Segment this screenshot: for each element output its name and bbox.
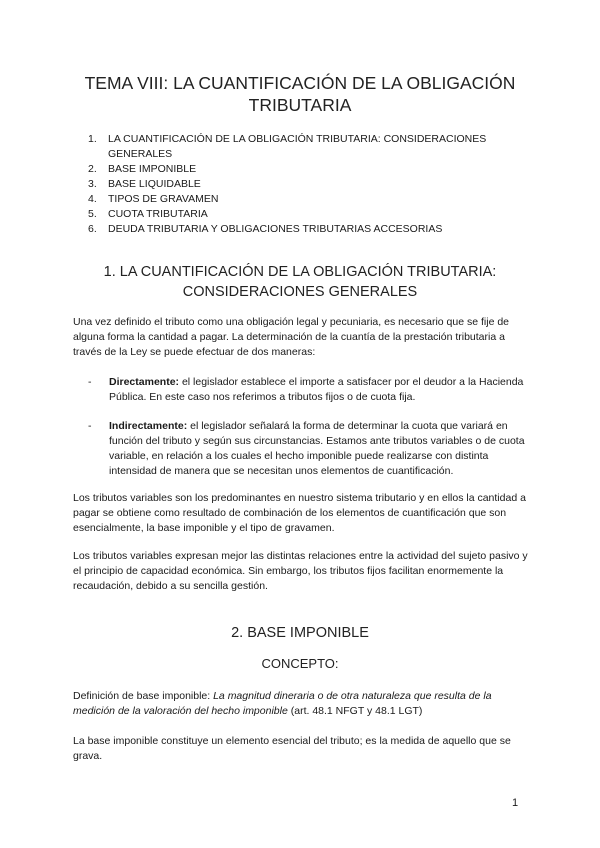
section2-heading: 2. BASE IMPONIBLE: [231, 625, 369, 641]
toc-text: DEUDA TRIBUTARIA Y OBLIGACIONES TRIBUTARIAS ACCESORIAS: [108, 223, 443, 235]
toc-text: CUOTA TRIBUTARIA: [108, 208, 208, 220]
bullet-directamente: [88, 375, 528, 405]
toc-number: 2.: [88, 163, 97, 175]
section1-para2: Los tributos variables son los predominantes en nuestro sistema tributario y en ellos la cantidad a pagar se obtiene como resultado de combinación de los elementos de cuantificación que son esencialmente, la base imponible y el tipo de gravamen.: [73, 492, 526, 534]
bullet-term: Directamente:: [109, 376, 180, 388]
toc-item: [88, 177, 528, 192]
bullet-text: el legislador señalará la forma de determinar la cuota que variará en función del tributo y según sus circunstancias. Estamos ante tributos variables o de cuota variable, en relación a los cuales el hecho imponible puede realizarse con distinta intensidad de manera que se necesitan unos elementos de cuantificación.: [109, 420, 525, 477]
toc-number: 3.: [88, 178, 97, 190]
table-of-contents: [88, 132, 528, 237]
bullet-term: Indirectamente:: [109, 420, 188, 432]
bullet-dash: -: [88, 376, 92, 388]
toc-number: 6.: [88, 223, 97, 235]
toc-text: TIPOS DE GRAVAMEN: [108, 193, 219, 205]
section2-para: La base imponible constituye un elemento esencial del tributo; es la medida de aquello que se grava.: [73, 735, 511, 762]
definition-paragraph: [73, 689, 529, 719]
toc-item: [88, 132, 528, 162]
bullet-text: el legislador establece el importe a satisfacer por el deudor a la Hacienda Pública. En este caso nos referimos a tributos fijos o de cuota fija.: [109, 376, 524, 403]
toc-item: [88, 207, 528, 222]
bullet-dash: -: [88, 420, 92, 432]
toc-text: LA CUANTIFICACIÓN DE LA OBLIGACIÓN TRIBUTARIA: CONSIDERACIONES GENERALES: [108, 133, 487, 160]
toc-text: BASE LIQUIDABLE: [108, 178, 201, 190]
toc-item: [88, 192, 528, 207]
toc-number: 4.: [88, 193, 97, 205]
section2-subheading: CONCEPTO:: [261, 656, 339, 671]
toc-number: 1.: [88, 133, 97, 145]
section1-heading: 1. LA CUANTIFICACIÓN DE LA OBLIGACIÓN TRIBUTARIA: CONSIDERACIONES GENERALES: [103, 264, 497, 300]
section1-para3: Los tributos variables expresan mejor las distintas relaciones entre la actividad del sujeto pasivo y el principio de capacidad económica. Sin embargo, los tributos fijos facilitan enormemente la recaudación, debido a su sencilla gestión.: [73, 550, 528, 592]
definition-label: Definición de base imponible:: [73, 690, 214, 702]
definition-reference: (art. 48.1 NFGT y 48.1 LGT): [287, 705, 423, 717]
document-title: TEMA VIII: LA CUANTIFICACIÓN DE LA OBLIGACIÓN TRIBUTARIA: [84, 73, 516, 115]
toc-item: [88, 162, 528, 177]
toc-text: BASE IMPONIBLE: [108, 163, 197, 175]
toc-number: 5.: [88, 208, 97, 220]
definition-quote: La magnitud dineraria o de otra naturaleza que resulta de la medición de la valoración del hecho imponible: [73, 690, 492, 717]
section1-intro: Una vez definido el tributo como una obligación legal y pecuniaria, es necesario que se fije de alguna forma la cantidad a pagar. La determinación de la cuantía de la prestación tributaria a través de la Ley se puede efectuar de dos maneras:: [73, 316, 510, 358]
toc-item: [88, 222, 528, 237]
page-number: 1: [512, 797, 519, 809]
bullet-indirectamente: [88, 419, 528, 479]
